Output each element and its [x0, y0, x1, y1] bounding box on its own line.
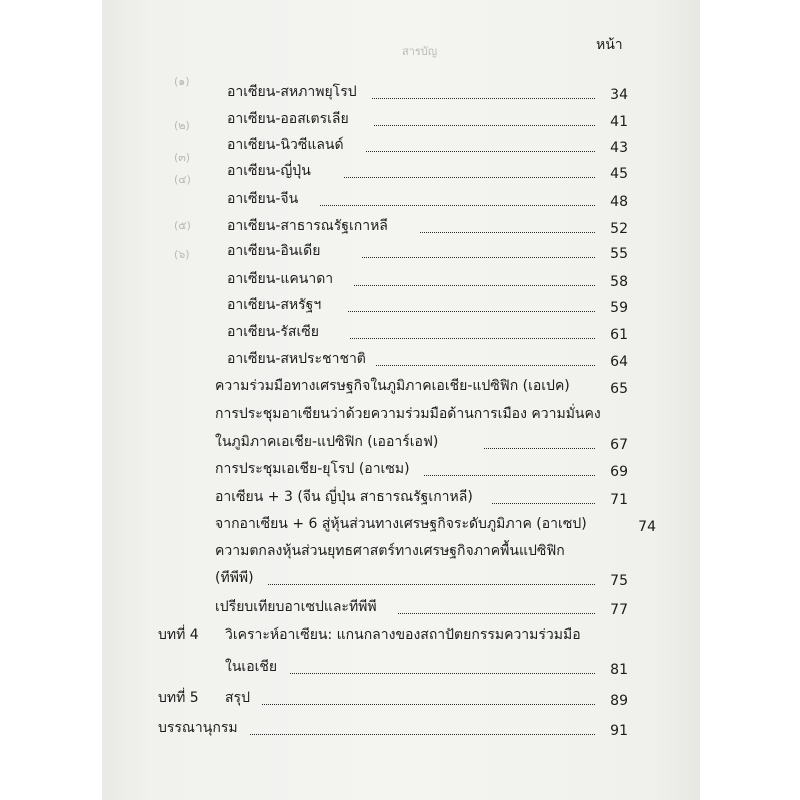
toc-entry-title: ความร่วมมือทางเศรษฐกิจในภูมิภาคเอเชีย-แปซิฟิก (เอเปค)	[215, 378, 570, 394]
toc-entry	[0, 160, 800, 182]
toc-entry-title: ในภูมิภาคเอเชีย-แปซิฟิก (เออาร์เอฟ)	[215, 434, 439, 450]
toc-entry	[0, 348, 800, 370]
toc-chapter	[0, 624, 800, 646]
toc-entry-title: ความตกลงหุ้นส่วนยุทธศาสตร์ทางเศรษฐกิจภาคพื้นแปซิฟิก	[215, 543, 565, 559]
toc-entry-page: 34	[610, 87, 628, 103]
toc-entry	[0, 321, 800, 343]
toc-entry-title: อาเซียน + 3 (จีน ญี่ปุ่น สาธารณรัฐเกาหลี)	[215, 489, 473, 505]
dot-leader	[268, 584, 595, 585]
toc-entry-title: อาเซียน-สหรัฐฯ	[227, 297, 322, 313]
chapter-label: บทที่ 5	[158, 690, 199, 706]
toc-entry-page: 67	[610, 437, 628, 453]
dot-leader	[398, 613, 595, 614]
toc-entry-title: การประชุมเอเชีย-ยุโรป (อาเซม)	[215, 461, 410, 477]
dot-leader	[320, 205, 595, 206]
toc-entry-page: 45	[610, 166, 628, 182]
toc-entry	[0, 188, 800, 210]
toc-entry-page: 59	[610, 300, 628, 316]
chapter-page: 81	[610, 662, 628, 678]
toc-entry-page: 75	[610, 573, 628, 589]
toc-entry-page: 74	[638, 519, 656, 535]
toc-entry	[0, 431, 800, 453]
toc-entry-page: 77	[610, 602, 628, 618]
toc-entry	[0, 458, 800, 480]
toc-entry-title: อาเซียน-จีน	[227, 191, 299, 207]
chapter-title: บรรณานุกรม	[158, 720, 238, 736]
toc-entry-title: อาเซียน-สหภาพยุโรป	[227, 84, 357, 100]
bleed-through-text: สารบัญ	[402, 45, 438, 58]
chapter-title: ในเอเชีย	[225, 659, 278, 675]
toc-entry	[0, 240, 800, 262]
toc-entry-title: อาเซียน-ญี่ปุ่น	[227, 163, 311, 179]
toc-entry-page: 48	[610, 194, 628, 210]
toc-chapter	[0, 656, 800, 678]
toc-entry	[0, 215, 800, 237]
toc-entry	[0, 81, 800, 103]
bleed-through-text: (๕)	[174, 219, 191, 232]
toc-entry-title: อาเซียน-อินเดีย	[227, 243, 321, 259]
toc-entry	[0, 134, 800, 156]
toc-entry-page: 52	[610, 221, 628, 237]
toc-entry-title: อาเซียน-ออสเตรเลีย	[227, 111, 349, 127]
toc-chapter	[0, 717, 800, 739]
toc-entry	[0, 513, 800, 535]
dot-leader	[348, 311, 595, 312]
dot-leader	[344, 177, 595, 178]
chapter-title: วิเคราะห์อาเซียน: แกนกลางของสถาปัตยกรรมความร่วมมือ	[225, 627, 581, 643]
toc-entry-title: (ทีพีพี)	[215, 570, 254, 586]
toc-entry	[0, 596, 800, 618]
dot-leader	[362, 257, 595, 258]
toc-entry-title: อาเซียน-สหประชาชาติ	[227, 351, 366, 367]
dot-leader	[290, 673, 595, 674]
dot-leader	[492, 503, 595, 504]
toc-entry	[0, 294, 800, 316]
chapter-page: 89	[610, 693, 628, 709]
toc-chapter	[0, 687, 800, 709]
toc-entry-page: 41	[610, 114, 628, 130]
dot-leader	[420, 232, 595, 233]
dot-leader	[366, 151, 595, 152]
chapter-title: สรุป	[225, 690, 250, 706]
bleed-through-text: (๓)	[174, 151, 191, 164]
toc-entry-page: 43	[610, 140, 628, 156]
toc-entry-title: อาเซียน-นิวซีแลนด์	[227, 137, 344, 153]
bleed-through-text: (๒)	[174, 119, 190, 132]
toc-entry-page: 64	[610, 354, 628, 370]
toc-entry	[0, 268, 800, 290]
dot-leader	[372, 98, 595, 99]
bleed-through-text: (๔)	[174, 173, 191, 186]
toc-entry-title: เปรียบเทียบอาเซปและทีพีพี	[215, 599, 377, 615]
toc-entry	[0, 540, 800, 562]
chapter-label: บทที่ 4	[158, 627, 199, 643]
toc-entry-title: อาเซียน-สาธารณรัฐเกาหลี	[227, 218, 388, 234]
chapter-page: 91	[610, 723, 628, 739]
page-column-header: หน้า	[596, 37, 623, 53]
toc-entry	[0, 375, 800, 397]
bleed-through-text: (๑)	[174, 75, 190, 88]
toc-entry	[0, 486, 800, 508]
toc-entry	[0, 403, 800, 425]
toc-entry-title: อาเซียน-แคนาดา	[227, 271, 334, 287]
dot-leader	[424, 475, 595, 476]
toc-entry-title: การประชุมอาเซียนว่าด้วยความร่วมมือด้านการเมือง ความมั่นคง	[215, 406, 601, 422]
toc-entry	[0, 108, 800, 130]
dot-leader	[262, 704, 595, 705]
toc-entry	[0, 567, 800, 589]
toc-entry-page: 61	[610, 327, 628, 343]
dot-leader	[250, 734, 595, 735]
toc-entry-page: 69	[610, 464, 628, 480]
dot-leader	[374, 125, 595, 126]
toc-entry-page: 71	[610, 492, 628, 508]
dot-leader	[350, 338, 595, 339]
dot-leader	[354, 285, 595, 286]
toc-entry-page: 65	[610, 381, 628, 397]
dot-leader	[376, 365, 595, 366]
bleed-through-text: (๖)	[174, 248, 190, 261]
toc-entry-title: อาเซียน-รัสเซีย	[227, 324, 319, 340]
dot-leader	[484, 448, 595, 449]
toc-entry-title: จากอาเซียน + 6 สู่หุ้นส่วนทางเศรษฐกิจระดับภูมิภาค (อาเซป)	[215, 516, 587, 532]
toc-entry-page: 58	[610, 274, 628, 290]
toc-entry-page: 55	[610, 246, 628, 262]
